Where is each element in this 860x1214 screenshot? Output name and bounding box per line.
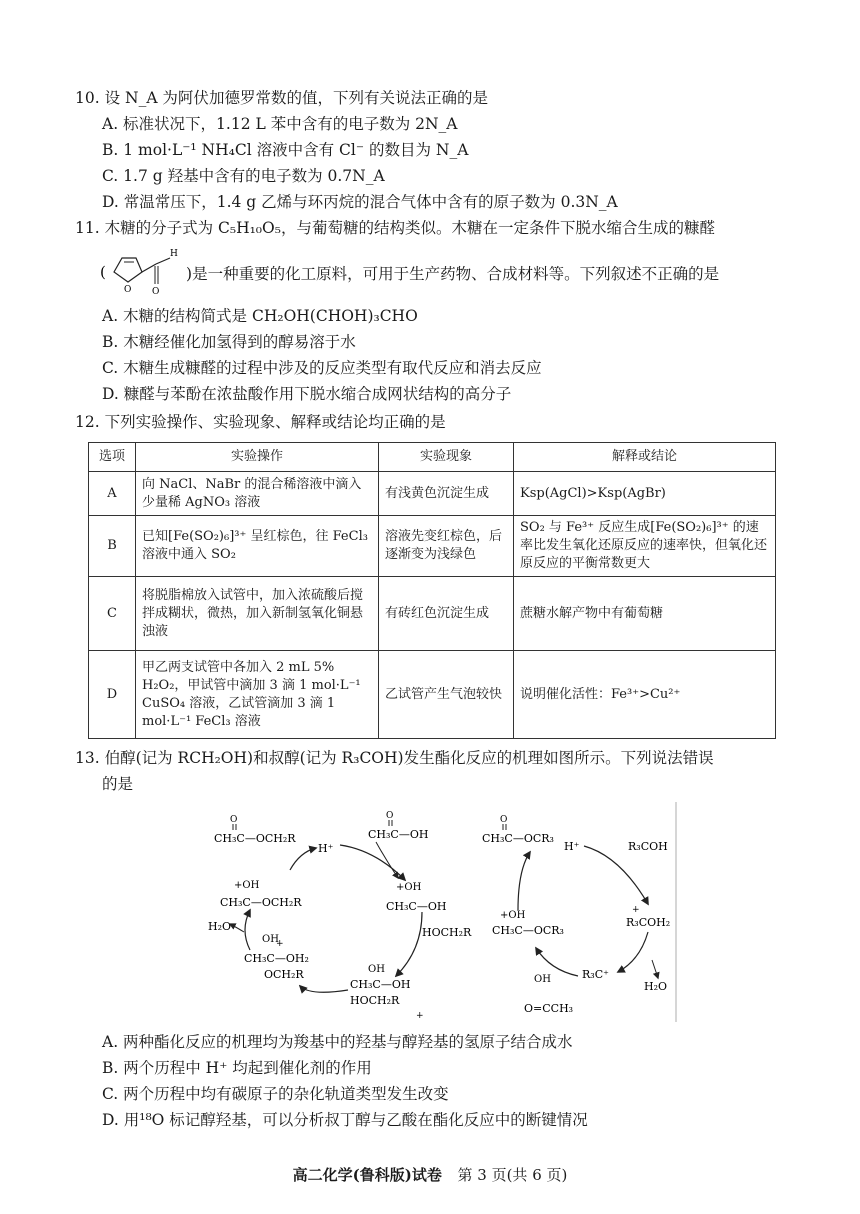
table-cell: SO₂ 与 Fe³⁺ 反应生成[Fe(SO₂)₆]³⁺ 的速率比发生氧化还原反应的速率快，但氧化还原反应的平衡常数更大 — [514, 516, 776, 577]
table-header: 实验操作 — [136, 443, 379, 472]
q10-option-c: C. 1.7 g 羟基中含有的电子数为 0.7N_A — [102, 167, 385, 185]
svg-text:O: O — [152, 287, 160, 297]
right-alcohol-label: R₃COH — [628, 840, 668, 853]
q11-option-b: B. 木糖经催化加氢得到的醇易溶于水 — [102, 333, 356, 351]
left-water-label: H₂O — [208, 920, 232, 933]
q10-option-b: B. 1 mol·L⁻¹ NH₄Cl 溶液中含有 Cl⁻ 的数目为 N_A — [102, 141, 469, 159]
experiment-table — [88, 442, 776, 739]
table-cell: B — [89, 516, 136, 577]
left-ester-label: CH₃C—OCH₂R — [214, 832, 296, 845]
right-protonated-ester-label: CH₃C—OCR₃ — [492, 924, 564, 937]
table-cell: 乙试管产生气泡较快 — [379, 651, 514, 739]
q13-option-c: C. 两个历程中均有碳原子的杂化轨道类型发生改变 — [102, 1085, 449, 1103]
table-header-row — [89, 443, 776, 472]
q11-option-c: C. 木糖生成糠醛的过程中涉及的反应类型有取代反应和消去反应 — [102, 359, 542, 377]
footer-title: 高二化学(鲁科版)试卷 — [292, 1166, 442, 1184]
right-h-plus-label: H⁺ — [564, 840, 580, 853]
svg-text:O: O — [124, 285, 132, 295]
right-carbocation-label: R₃C⁺ — [582, 968, 609, 981]
furfural-structure — [100, 244, 192, 298]
right-acid-label: O=CCH₃ — [524, 1002, 574, 1015]
table-header: 解释或结论 — [514, 443, 776, 472]
left-adduct-sub-label: HOCH₂R — [350, 994, 400, 1007]
left-alcohol-label: HOCH₂R — [422, 926, 472, 939]
tertiary-alcohol-cycle — [482, 815, 670, 1015]
svg-text:OH: OH — [262, 934, 279, 945]
left-tetra-sub-label: OCH₂R — [264, 968, 304, 981]
left-acid-label: CH₃C—OH — [368, 828, 429, 841]
svg-text:+OH: +OH — [234, 880, 260, 891]
q12-stem: 12. 下列实验操作、实验现象、解释或结论均正确的是 — [75, 413, 446, 431]
svg-text:OH: OH — [368, 964, 385, 975]
svg-text:O: O — [500, 815, 508, 825]
svg-text:O: O — [230, 815, 238, 825]
table-row — [89, 472, 776, 516]
left-h-plus-label: H⁺ — [318, 842, 334, 855]
q11-stem-line2: )是一种重要的化工原料，可用于生产药物、合成材料等。下列叙述不正确的是 — [186, 265, 720, 283]
table-row — [89, 651, 776, 739]
q13-option-d: D. 用¹⁸O 标记醇羟基，可以分析叔丁醇与乙酸在酯化反应中的断键情况 — [102, 1111, 588, 1129]
table-cell: Ksp(AgCl)>Ksp(AgBr) — [514, 472, 776, 516]
table-cell: 有砖红色沉淀生成 — [379, 577, 514, 651]
table-header: 实验现象 — [379, 443, 514, 472]
svg-text:+OH: +OH — [500, 910, 526, 921]
table-cell: 已知[Fe(SO₂)₆]³⁺ 呈红棕色，往 FeCl₃ 溶液中通入 SO₂ — [136, 516, 379, 577]
table-cell: 将脱脂棉放入试管中，加入浓硫酸后搅拌成糊状，微热，加入新制氢氧化铜悬浊液 — [136, 577, 379, 651]
primary-alcohol-cycle — [208, 811, 472, 1021]
table-cell: D — [89, 651, 136, 739]
svg-text:O: O — [386, 811, 394, 821]
right-ester-label: CH₃C—OCR₃ — [482, 832, 554, 845]
q11-stem-line1: 11. 木糖的分子式为 C₅H₁₀O₅，与葡萄糖的结构类似。木糖在一定条件下脱水缩合生成的糠醛 — [75, 219, 715, 237]
table-cell: 说明催化活性：Fe³⁺>Cu²⁺ — [514, 651, 776, 739]
q10-option-a: A. 标准状况下，1.12 L 苯中含有的电子数为 2N_A — [102, 115, 458, 133]
left-protonated-ester-label: CH₃C—OCH₂R — [220, 896, 302, 909]
q10-stem: 10. 设 N_A 为阿伏加德罗常数的值，下列有关说法正确的是 — [75, 89, 488, 107]
table-row — [89, 577, 776, 651]
svg-text:+OH: +OH — [396, 882, 422, 893]
q10-option-d: D. 常温常压下，1.4 g 乙烯与环丙烷的混合气体中含有的原子数为 0.3N_A — [102, 193, 618, 211]
table-cell: 甲乙两支试管中各加入 2 mL 5% H₂O₂，甲试管中滴加 3 滴 1 mol·L⁻¹ CuSO₄ 溶液，乙试管滴加 3 滴 1 mol·L⁻¹ FeCl₃ 溶液 — [136, 651, 379, 739]
q13-option-a: A. 两种酯化反应的机理均为羧基中的羟基与醇羟基的氢原子结合成水 — [102, 1033, 573, 1051]
q13-stem-line1: 13. 伯醇(记为 RCH₂OH)和叔醇(记为 R₃COH)发生酯化反应的机理如图所示。下列说法错误 — [75, 749, 714, 767]
table-row — [89, 516, 776, 577]
svg-text:+: + — [416, 1011, 424, 1021]
svg-text:OH: OH — [534, 974, 551, 985]
esterification-mechanism-diagram — [200, 800, 690, 1024]
q11-option-a: A. 木糖的结构简式是 CH₂OH(CHOH)₃CHO — [102, 307, 418, 325]
svg-text:+: + — [276, 939, 284, 949]
q13-option-b: B. 两个历程中 H⁺ 均起到催化剂的作用 — [102, 1059, 372, 1077]
table-header: 选项 — [89, 443, 136, 472]
q13-stem-line2: 的是 — [102, 775, 134, 793]
table-cell: 有浅黄色沉淀生成 — [379, 472, 514, 516]
q11-option-d: D. 糠醛与苯酚在浓盐酸作用下脱水缩合成网状结构的高分子 — [102, 385, 512, 403]
svg-text:+: + — [632, 905, 640, 915]
table-cell: C — [89, 577, 136, 651]
table-cell: 向 NaCl、NaBr 的混合稀溶液中滴入少量稀 AgNO₃ 溶液 — [136, 472, 379, 516]
left-tetra-label: CH₃C—OH₂ — [244, 952, 309, 965]
svg-text:H: H — [170, 249, 178, 259]
left-adduct-label: CH₃C—OH — [350, 978, 411, 991]
right-protonated-alcohol-label: R₃COH₂ — [626, 916, 671, 929]
table-cell: 溶液先变红棕色，后逐渐变为浅绿色 — [379, 516, 514, 577]
right-water-label: H₂O — [644, 980, 668, 993]
svg-text:(: ( — [100, 263, 106, 281]
table-cell: A — [89, 472, 136, 516]
left-protonated-acid-label: CH₃C—OH — [386, 900, 447, 913]
page-footer — [0, 1164, 860, 1185]
table-cell: 蔗糖水解产物中有葡萄糖 — [514, 577, 776, 651]
footer-page-number: 第 3 页(共 6 页) — [457, 1166, 568, 1184]
